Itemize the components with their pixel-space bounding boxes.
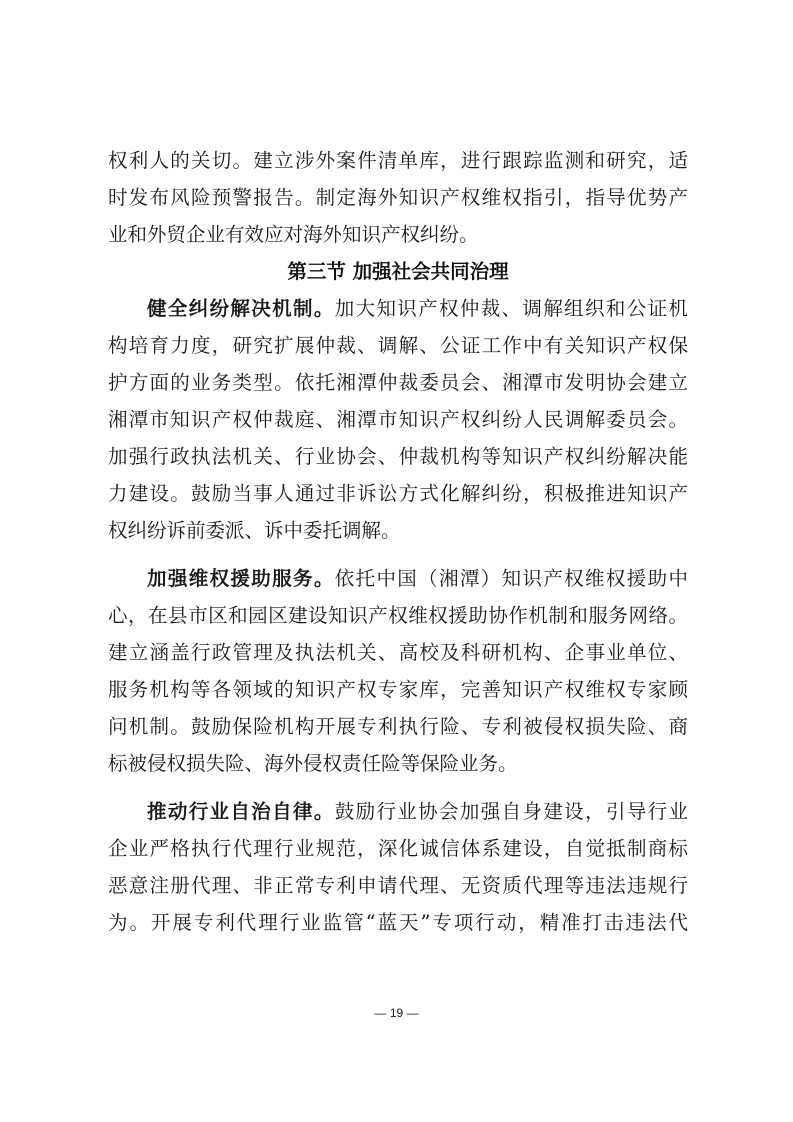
page-number: — 19 — bbox=[374, 1006, 419, 1020]
body-line: 恶意注册代理、非正常专利申请代理、无资质代理等违法违规行 bbox=[108, 874, 688, 897]
paragraph-lead: 加强维权援助服务。 bbox=[147, 567, 335, 590]
body-line: 湘潭市知识产权仲裁庭、湘潭市知识产权纠纷人民调解委员会。 bbox=[108, 408, 688, 431]
paragraph-rights-assistance bbox=[108, 560, 688, 782]
paragraph-first-line bbox=[108, 560, 688, 597]
paragraph-text: 鼓励行业协会加强自身建设，引导行业 bbox=[334, 800, 688, 823]
paragraph-dispute-resolution bbox=[108, 290, 688, 549]
body-line: 心，在县市区和园区建设知识产权维权援助协作机制和服务网络。 bbox=[108, 604, 688, 627]
paragraph-text: 依托中国（湘潭）知识产权维权援助中 bbox=[334, 567, 688, 590]
paragraph-lead: 健全纠纷解决机制。 bbox=[147, 297, 335, 320]
body-line: 服务机构等各领域的知识产权专家库，完善知识产权维权专家顾 bbox=[108, 678, 688, 701]
body-line: 加强行政执法机关、行业协会、仲裁机构等知识产权纠纷解决能 bbox=[108, 445, 688, 468]
body-line: 权纠纷诉前委派、诉中委托调解。 bbox=[108, 519, 401, 542]
body-line: 企业严格执行代理行业规范，深化诚信体系建设，自觉抵制商标 bbox=[108, 837, 688, 860]
paragraph-text: 加大知识产权仲裁、调解组织和公证机 bbox=[334, 297, 688, 320]
body-line: 建立涵盖行政管理及执法机关、高校及科研机构、企事业单位、 bbox=[108, 641, 688, 664]
body-line: 时发布风险预警报告。制定海外知识产权维权指引，指导优势产 bbox=[108, 186, 688, 209]
body-line: 力建设。鼓励当事人通过非诉讼方式化解纠纷，积极推进知识产 bbox=[108, 482, 688, 505]
body-line: 为。开展专利代理行业监管“蓝天”专项行动，精准打击违法代 bbox=[108, 911, 688, 934]
section-title: 第三节 加强社会共同治理 bbox=[287, 260, 509, 283]
page-body bbox=[108, 142, 688, 941]
body-line: 业和外贸企业有效应对海外知识产权纠纷。 bbox=[108, 223, 479, 246]
body-line: 构培育力度，研究扩展仲裁、调解、公证工作中有关知识产权保 bbox=[108, 334, 688, 357]
body-line: 护方面的业务类型。依托湘潭仲裁委员会、湘潭市发明协会建立 bbox=[108, 371, 688, 394]
paragraph-industry-self-regulation bbox=[108, 793, 688, 941]
body-line: 问机制。鼓励保险机构开展专利执行险、专利被侵权损失险、商 bbox=[108, 715, 688, 738]
paragraph-first-line bbox=[108, 793, 688, 830]
paragraph-first-line bbox=[108, 290, 688, 327]
body-line: 权利人的关切。建立涉外案件清单库，进行跟踪监测和研究，适 bbox=[108, 149, 688, 172]
body-line: 标被侵权损失险、海外侵权责任险等保险业务。 bbox=[108, 752, 518, 775]
paragraph-lead: 推动行业自治自律。 bbox=[147, 800, 335, 823]
